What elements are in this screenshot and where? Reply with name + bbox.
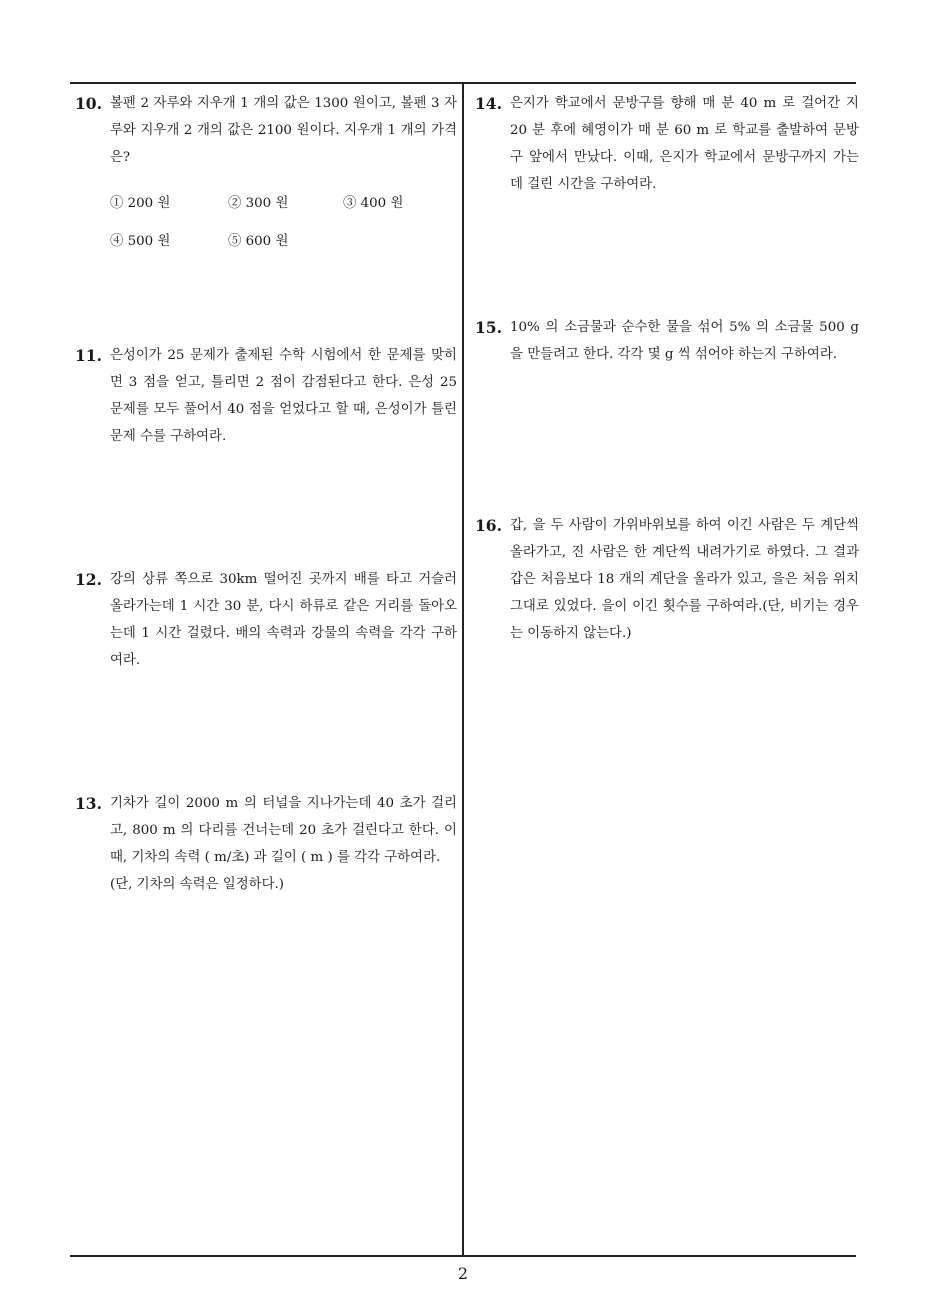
- question-number: 15.: [475, 318, 502, 337]
- question-15: [475, 314, 859, 368]
- question-number: 11.: [75, 346, 102, 365]
- question-text: 기차가 길이 2000 m 의 터널을 지나가는데 40 초가 걸리고, 800 m 의 다리를 건너는데 20 초가 걸린다고 한다. 이때, 기차의 속력 ( m/초) 과 길이 ( m ) 를 각각 구하여라.: [110, 796, 457, 865]
- question-text: 10% 의 소금물과 순수한 물을 섞어 5% 의 소금물 500 g 을 만들려고 한다. 각각 몇 g 씩 섞어야 하는지 구하여라.: [510, 320, 859, 362]
- question-12: [75, 566, 457, 674]
- question-13: [75, 790, 457, 898]
- question-text: 강의 상류 쪽으로 30km 떨어진 곳까지 배를 타고 거슬러 올라가는데 1 시간 30 분, 다시 하류로 같은 거리를 돌아오는데 1 시간 걸렸다. 배의 속력과 강물의 속력을 각각 구하여라.: [110, 572, 457, 668]
- bottom-rule: [70, 1255, 856, 1257]
- column-divider: [462, 82, 464, 1256]
- question-number: 16.: [475, 516, 502, 535]
- question-number: 14.: [475, 94, 502, 113]
- question-16: [475, 512, 859, 647]
- question-number: 13.: [75, 794, 102, 813]
- answer-choices: [110, 194, 450, 254]
- question-11: [75, 342, 457, 450]
- question-note: (단, 기차의 속력은 일정하다.): [110, 877, 285, 892]
- question-number: 12.: [75, 570, 102, 589]
- choice-5[interactable]: ⑤ 600 원: [228, 234, 289, 249]
- question-text: 은성이가 25 문제가 출제된 수학 시험에서 한 문제를 맞히면 3 점을 얻고, 틀리면 2 점이 감점된다고 한다. 은성 25 문제를 모두 풀어서 40 점을 얻었다고 할 때, 은성이가 틀린 문제 수를 구하여라.: [110, 348, 457, 444]
- choice-1[interactable]: ① 200 원: [110, 196, 171, 211]
- page-number: 2: [457, 1264, 469, 1283]
- question-number: 10.: [75, 94, 102, 113]
- question-14: [475, 90, 859, 198]
- choice-4[interactable]: ④ 500 원: [110, 234, 171, 249]
- choice-3[interactable]: ③ 400 원: [343, 196, 404, 211]
- question-text: 은지가 학교에서 문방구를 향해 매 분 40 m 로 걸어간 지 20 분 후에 혜영이가 매 분 60 m 로 학교를 출발하여 문방구 앞에서 만났다. 이때, 은지가 학교에서 문방구까지 가는 데 걸린 시간을 구하여라.: [510, 96, 859, 192]
- choice-2[interactable]: ② 300 원: [228, 196, 289, 211]
- question-text: 볼펜 2 자루와 지우개 1 개의 값은 1300 원이고, 볼펜 3 자루와 지우개 2 개의 값은 2100 원이다. 지우개 1 개의 가격은?: [110, 96, 457, 165]
- question-text: 갑, 을 두 사람이 가위바위보를 하여 이긴 사람은 두 계단씩 올라가고, 진 사람은 한 계단씩 내려가기로 하였다. 그 결과 갑은 처음보다 18 개의 계단을 올라가 있고, 을은 처음 위치 그대로 있었다. 을이 이긴 횟수를 구하여라.(단, 비기는 경우는 이동하지 않는다.): [510, 518, 859, 641]
- question-10: [75, 90, 457, 171]
